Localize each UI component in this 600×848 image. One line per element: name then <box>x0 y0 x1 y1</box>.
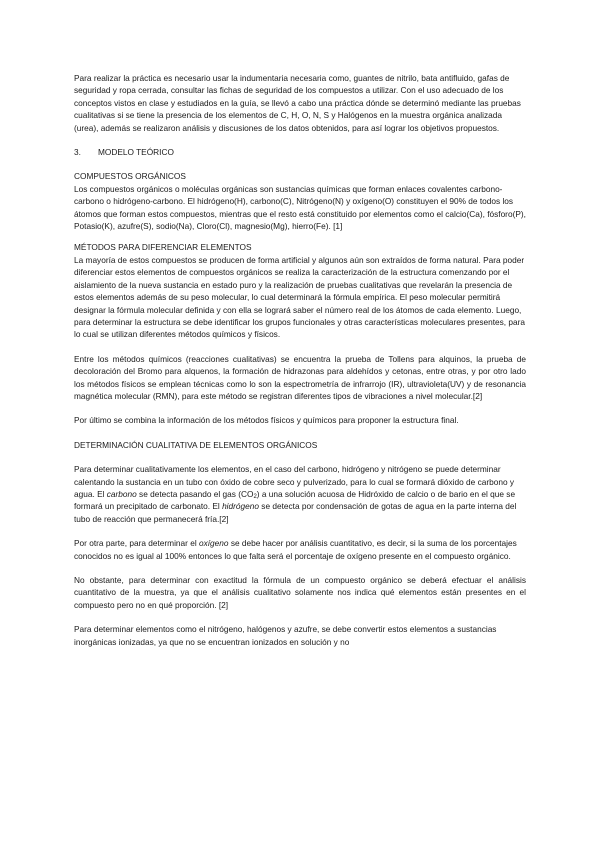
document-page <box>74 72 526 648</box>
subheading-metodos: MÉTODOS PARA DIFERENCIAR ELEMENTOS <box>74 242 252 253</box>
text-run: Para determinar cualitativamente los elementos, en el caso del carbono, hidrógeno y nitrógeno se puede determinar calentando la sustancia en un tubo con óxido de cobre seco y pulverizado, para lo cual se formará dióxido de carbono y agua. El <box>74 464 515 499</box>
italic-hidrogeno: hidrógeno <box>222 501 259 512</box>
text-run: Por otra parte, para determinar el <box>74 538 199 549</box>
determinacion-paragraph-1 <box>74 463 526 525</box>
text-run: ) a una solución acuosa de Hidróxido de calcio o de bario en el que se formará un precipitado de carbonato. El <box>74 488 516 512</box>
section-number: 3. <box>74 147 81 158</box>
text-run: se detecta pasando el gas (CO <box>136 488 254 499</box>
subheading-determinacion-cualitativa: DETERMINACIÓN CUALITATIVA DE ELEMENTOS ORGÁNICOS <box>74 439 318 450</box>
subheading-compuestos-organicos: COMPUESTOS ORGÁNICOS <box>74 171 186 182</box>
determinacion-paragraph-2 <box>74 537 526 562</box>
italic-carbono: carbono <box>106 488 137 499</box>
metodos-paragraph-3: Por último se combina la información de los métodos físicos y químicos para proponer la estructura final. <box>74 415 459 426</box>
italic-oxigeno: oxígeno <box>198 538 229 549</box>
determinacion-paragraph-4: Para determinar elementos como el nitrógeno, halógenos y azufre, se debe convertir estos elementos a sustancias inorgánicas ionizadas, ya que no se encuentran ionizados en solución y no <box>74 624 497 647</box>
text-run: se detecta por condensación de gotas de agua en la parte interna del tubo de reacción que permanecerá fría.[2] <box>74 501 517 524</box>
intro-paragraph: Para realizar la práctica es necesario usar la indumentaria necesaria como, guantes de nitrilo, bata antifluido, gafas de seguridad y ropa cerrada, consultar las fichas de seguridad de los compuestos a utilizar. Con el uso adecuado de los conceptos vistos en clase y estudiados en la guía, se llevó a cabo una práctica dónde se determinó mediante las pruebas cualitativas si se tiene la presencia de los elementos de C, H, O, N, S y Halógenos en la muestra orgánica analizada (urea), además se realizaron análisis y discusiones de los datos obtenidos, para así lograr los objetivos propuestos. <box>74 73 521 133</box>
metodos-paragraph-1: La mayoría de estos compuestos se producen de forma artificial y algunos aún son extraídos de forma natural. Para poder diferenciar estos elementos de compuestos orgánicos se realiza la caracterización de la estructura comenzando por el aislamiento de la nueva sustancia en estado puro y la realización de pruebas cualitativas que revelarán la presencia de estos elementos además de su peso molecular, lo cual determinará la fórmula empírica. El peso molecular permitirá designar la fórmula molecular definida y con ella se logrará saber el número real de los átomos de cada elemento. Luego, para determinar la estructura se debe identificar los grupos funcionales y otras características moleculares presentes, para lo cual se utilizan diferentes métodos químicos y físicos. <box>74 254 526 340</box>
subscript-2: 2 <box>253 493 257 500</box>
metodos-paragraph-2: Entre los métodos químicos (reacciones cualitativas) se encuentra la prueba de Tollens para alquinos, la prueba de decoloración del Bromo para alquenos, la formación de hidrazonas para aldehídos y cetonas, entre otras, y por otro lado los métodos físicos se emplean técnicas como lo son la espectrometría de infrarrojo (IR), ultravioleta(UV) y de resonancia magnética molecular (RMN), para este método se registran diferentes tipos de vibraciones a nivel molecular.[2] <box>74 353 526 401</box>
determinacion-paragraph-3: No obstante, para determinar con exactitud la fórmula de un compuesto orgánico se deberá efectuar el análisis cuantitativo de la muestra, ya que el análisis cualitativo solamente nos indica qué elementos están presentes en el compuesto pero no en qué proporción. [2] <box>74 575 526 610</box>
compuestos-paragraph: Los compuestos orgánicos o moléculas orgánicas son sustancias químicas que forman enlaces covalentes carbono-carbono o hidrógeno-carbono. El hidrógeno(H), carbono(C), Nitrógeno(N) y oxígeno(O) constituyen el 90% de todos los átomos que forman estos compuestos, mientras que el resto está constituido por elementos como el calcio(Ca), fósforo(P), Potasio(K), azufre(S), sodio(Na), Cloro(Cl), magnesio(Mg), hierro(Fe). [1] <box>74 183 526 232</box>
text-run: se debe hacer por análisis cuantitativo, es decir, si la suma de los porcentajes conocidos no es igual al 100% entonces lo que falta será el porcentaje de oxígeno presente en el compuesto orgánico. <box>74 538 517 561</box>
section-title: MODELO TEÓRICO <box>98 147 174 158</box>
section-heading-modelo-teorico <box>74 146 526 158</box>
